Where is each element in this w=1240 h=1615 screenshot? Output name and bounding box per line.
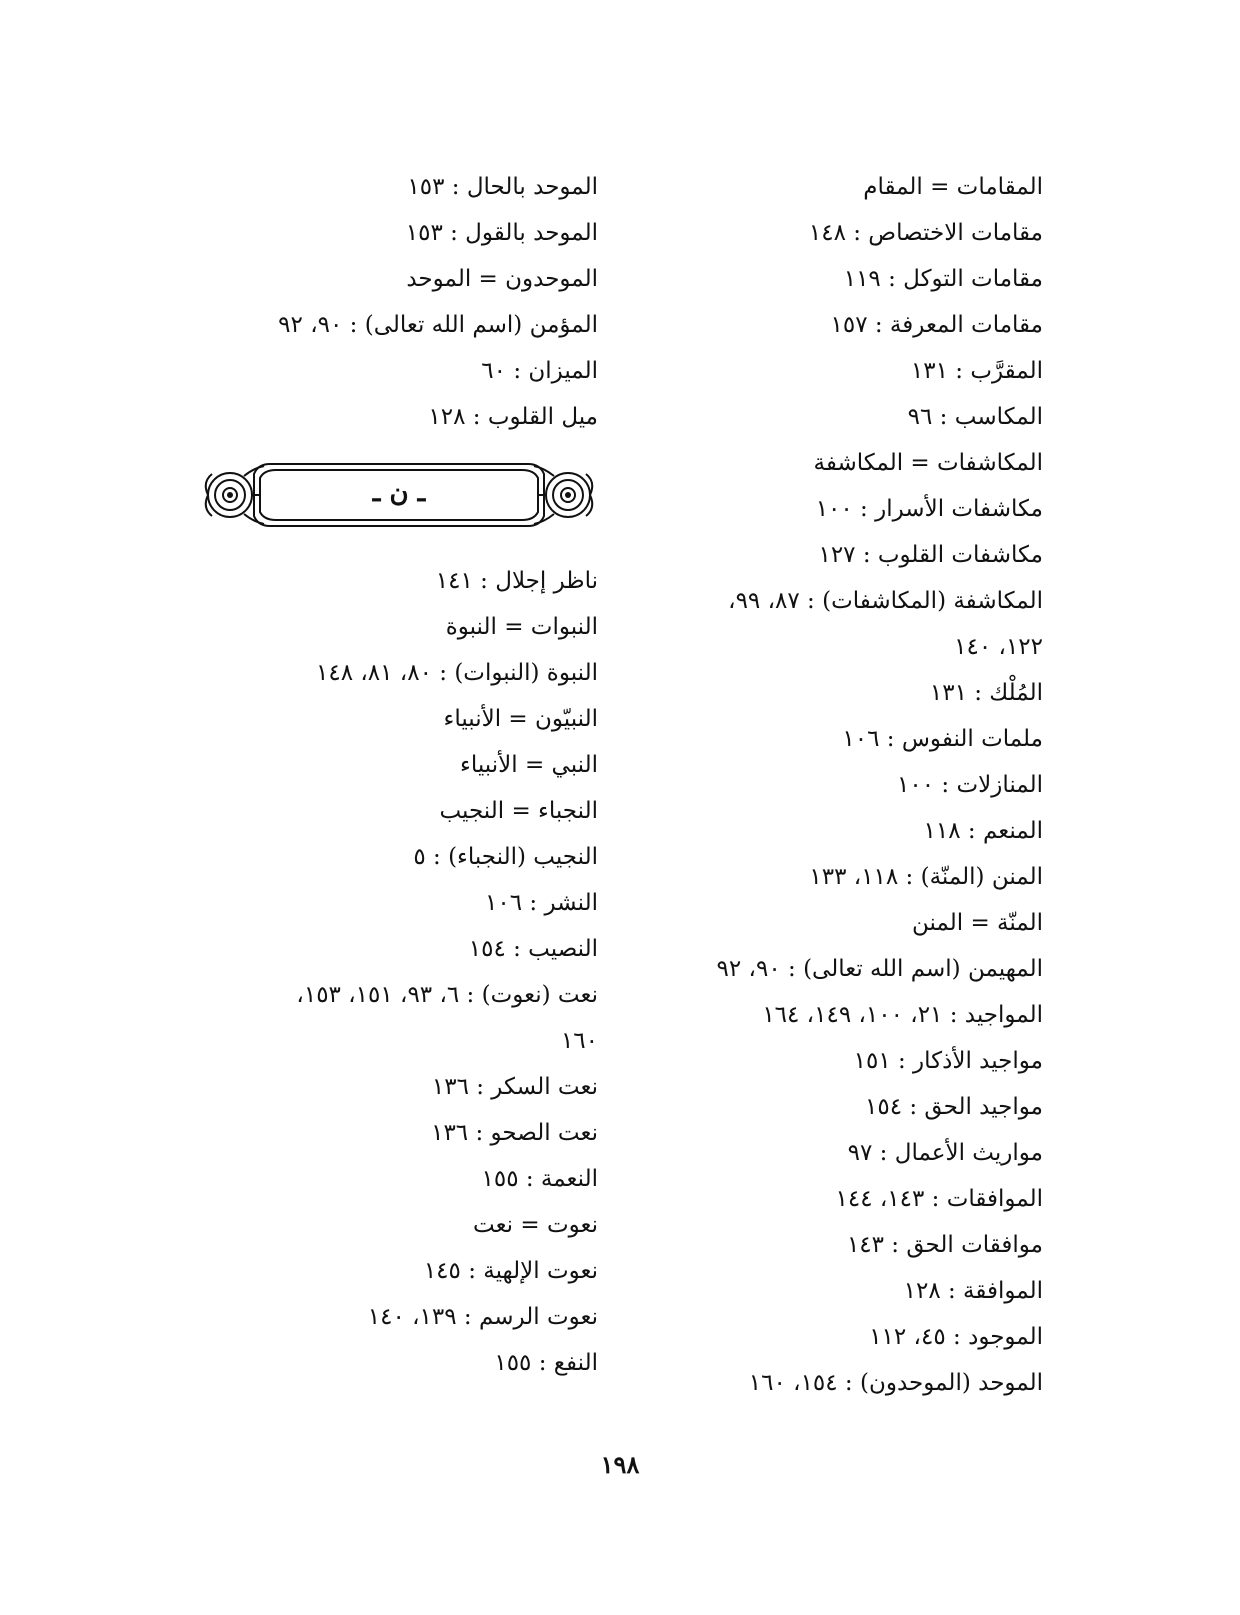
- index-entry: الموجود : ٤٥، ١١٢: [869, 1324, 1043, 1350]
- index-entry-continuation: ١٢٢، ١٤٠: [954, 634, 1043, 660]
- index-entry: النفع : ١٥٥: [494, 1350, 598, 1376]
- index-entry: النبي = الأنبياء: [460, 752, 598, 778]
- index-entry: النبوة (النبوات) : ٨٠، ٨١، ١٤٨: [315, 660, 598, 686]
- section-header-ornament: [200, 452, 598, 538]
- index-entry: مواجيد الحق : ١٥٤: [865, 1094, 1043, 1120]
- index-entry: المُلْك : ١٣١: [929, 680, 1043, 706]
- index-entry: النصيب : ١٥٤: [468, 936, 598, 962]
- index-entry: النجباء = النجيب: [439, 798, 598, 824]
- index-entry: المنن (المنّة) : ١١٨، ١٣٣: [809, 864, 1043, 890]
- index-entry: الموحد بالحال : ١٥٣: [407, 174, 598, 200]
- index-entry-continuation: ١٦٠: [560, 1028, 598, 1054]
- section-letter: ـ ن ـ: [372, 478, 426, 508]
- index-entry: النشر : ١٠٦: [485, 890, 598, 916]
- index-entry: المؤمن (اسم الله تعالى) : ٩٠، ٩٢: [278, 312, 598, 338]
- index-entry: نعت الصحو : ١٣٦: [431, 1120, 598, 1146]
- index-entry: ملمات النفوس : ١٠٦: [842, 726, 1043, 752]
- index-column-left: [138, 164, 598, 1386]
- index-entry: مواريث الأعمال : ٩٧: [847, 1140, 1043, 1166]
- index-entry: النبيّون = الأنبياء: [443, 706, 598, 732]
- index-entry: مقامات الاختصاص : ١٤٨: [808, 220, 1043, 246]
- page-number: ١٩٨: [600, 1450, 640, 1479]
- index-entry: الموحد (الموحدون) : ١٥٤، ١٦٠: [748, 1370, 1043, 1396]
- index-entry: مكاشفات القلوب : ١٢٧: [818, 542, 1043, 568]
- index-entry: النجيب (النجباء) : ٥: [413, 844, 598, 870]
- index-entry: مواجيد الأذكار : ١٥١: [853, 1048, 1043, 1074]
- index-entry: النعمة : ١٥٥: [481, 1166, 598, 1192]
- index-entry: نعت السكر : ١٣٦: [431, 1074, 598, 1100]
- index-entry: مقامات المعرفة : ١٥٧: [830, 312, 1043, 338]
- index-entry: المقامات = المقام: [863, 174, 1043, 200]
- index-entry: نعت (نعوت) : ٦، ٩٣، ١٥١، ١٥٣،: [296, 982, 598, 1008]
- index-entry: المقرَّب : ١٣١: [910, 358, 1043, 384]
- index-entry: النبوات = النبوة: [445, 614, 598, 640]
- index-entry: نعوت الرسم : ١٣٩، ١٤٠: [367, 1304, 598, 1330]
- index-entry: موافقات الحق : ١٤٣: [846, 1232, 1043, 1258]
- index-entry: المكاسب : ٩٦: [907, 404, 1043, 430]
- index-entry: مقامات التوكل : ١١٩: [843, 266, 1043, 292]
- index-entry: نعوت = نعت: [472, 1212, 598, 1238]
- index-entry: الموافقة : ١٢٨: [903, 1278, 1043, 1304]
- index-entry: الموافقات : ١٤٣، ١٤٤: [835, 1186, 1043, 1212]
- index-entry: ناظر إجلال : ١٤١: [435, 568, 598, 594]
- index-entry: الموحدون = الموحد: [406, 266, 598, 292]
- index-entry: المنعم : ١١٨: [923, 818, 1043, 844]
- index-entry: المكاشفة (المكاشفات) : ٨٧، ٩٩،: [728, 588, 1043, 614]
- index-entry: المنّة = المنن: [911, 910, 1043, 936]
- index-entry: المهيمن (اسم الله تعالى) : ٩٠، ٩٢: [716, 956, 1043, 982]
- index-entry: المنازلات : ١٠٠: [897, 772, 1043, 798]
- index-entry: ميل القلوب : ١٢٨: [428, 404, 598, 430]
- index-entry: المكاشفات = المكاشفة: [813, 450, 1043, 476]
- index-entry: المواجيد : ٢١، ١٠٠، ١٤٩، ١٦٤: [762, 1002, 1043, 1028]
- index-column-right: [573, 164, 1043, 1406]
- index-entry: نعوت الإلهية : ١٤٥: [423, 1258, 598, 1284]
- index-entry: الموحد بالقول : ١٥٣: [405, 220, 598, 246]
- index-entry: الميزان : ٦٠: [481, 358, 598, 384]
- index-entry: مكاشفات الأسرار : ١٠٠: [815, 496, 1043, 522]
